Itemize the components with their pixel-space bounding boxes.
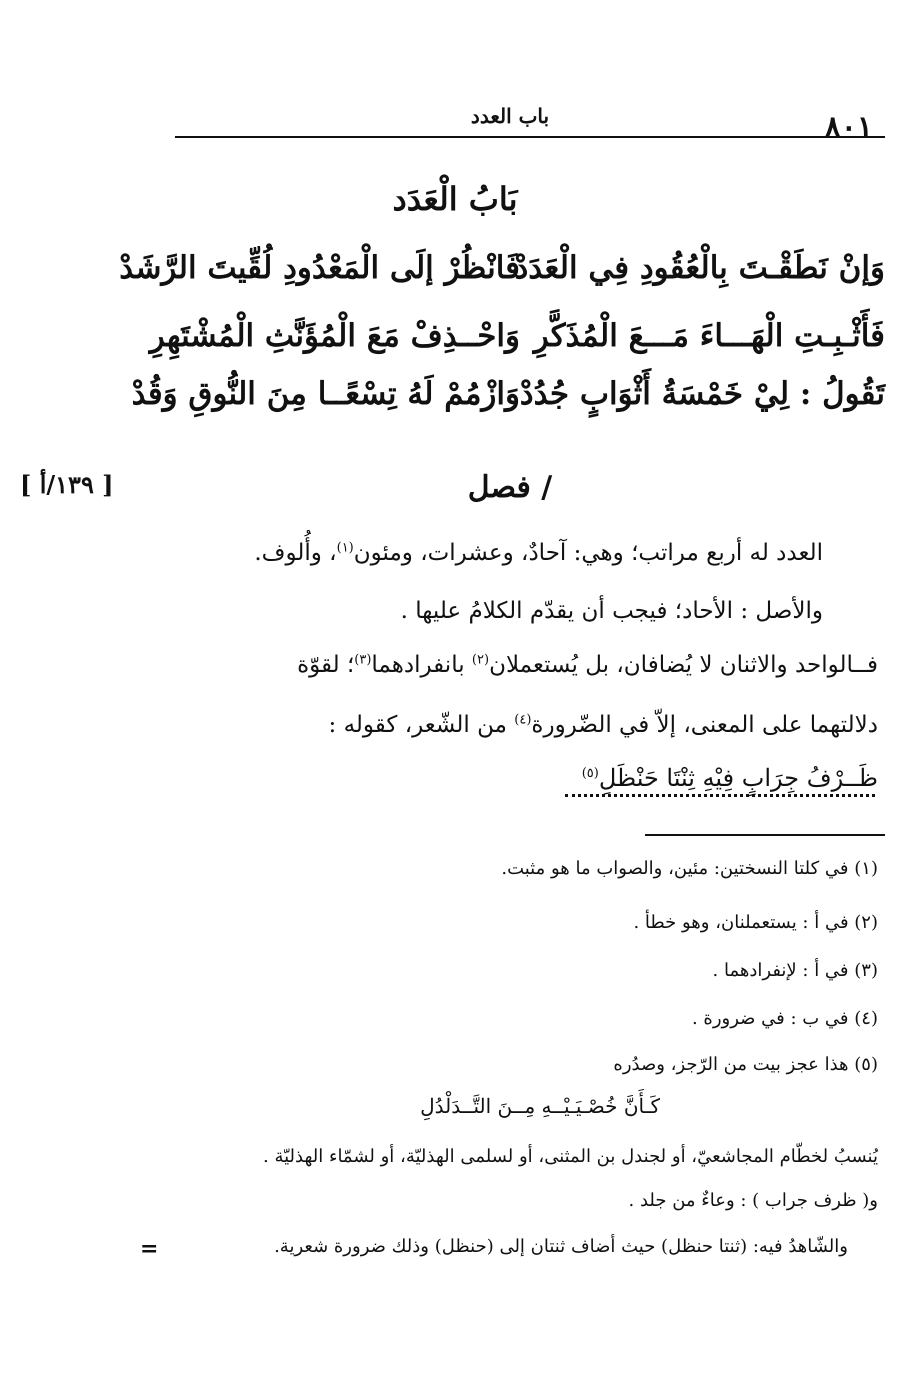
footnote-ref: (٥)	[581, 766, 599, 781]
section-heading: / فصل	[467, 470, 553, 505]
footnote-gloss: و( ظرف جراب ) : وعاءٌ من جلد .	[628, 1190, 878, 1211]
paragraph-text: بانفرادهما	[371, 652, 472, 678]
chapter-heading-text: بَابُ الْعَدَد	[392, 180, 518, 218]
footnote: (٤) في ب : في ضرورة .	[691, 1008, 878, 1029]
paragraph-text: دلالتهما على المعنى، إلاّ في الضّرورة	[531, 712, 878, 738]
footnote-attribution: يُنسبُ لخطّام المجاشعيّ، أو لجندل بن المثنى، أو لسلمى الهذليّة، أو لشمّاء الهذليّة .	[263, 1146, 878, 1167]
verse-row	[131, 376, 885, 432]
body-paragraph	[178, 652, 878, 678]
quoted-verse-text: ظَــرْفُ جِرَابٍ فِيْهِ ثِنْتَا حَنْظَلِ	[598, 764, 878, 792]
footnote: (١) في كلتا النسختين: مئين، والصواب ما هو مثبت.	[501, 858, 878, 879]
footnote-ref: (٣)	[354, 652, 372, 668]
verse-first-hemistich: وَإنْ نَطَقْـتَ بِالْعُقُودِ فِي الْعَدَدْ	[514, 250, 885, 286]
verse-second-hemistich: وَاحْــذِفْ مَعَ الْمُؤَنَّثِ الْمُشْتَهِرِ	[149, 318, 520, 354]
page-number: ٨٠١	[824, 110, 873, 145]
body-paragraph	[123, 540, 823, 566]
verse-second-hemistich: فَانْظُرْ إلَى الْمَعْدُودِ لُقِّيتَ الرَّشَدْ	[119, 250, 520, 286]
footnote-ref: (١)	[336, 540, 354, 556]
paragraph-text: من الشّعر، كقوله :	[328, 712, 515, 738]
verse-first-hemistich: تَقُولُ : لِيْ خَمْسَةُ أَثْوَابٍ جُدُدْ	[519, 376, 885, 412]
footnote-ref: (٢)	[471, 652, 490, 668]
verse-second-hemistich: وَازْمُمْ لَهُ تِسْعًــا مِنَ النُّوقِ وَقُدْ	[131, 376, 520, 412]
header-rule	[175, 136, 885, 138]
chapter-heading	[0, 180, 908, 218]
body-paragraph: والأصل : الأحاد؛ فيجب أن يقدّم الكلامُ عليها .	[400, 598, 823, 624]
footnote-evidence: والشّاهدُ فيه: (ثنتا حنظل) حيث أضاف ثنتان إلى (حنظل) وذلك ضرورة شعرية.	[274, 1236, 848, 1257]
verse-first-hemistich: فَأَثْـبِـتِ الْهَـــاءَ مَـــعَ الْمُذَكَّرِ	[533, 318, 885, 354]
footnote: (٢) في أ : يستعملنان، وهو خطأ .	[633, 912, 878, 933]
footnote-verse: كَـأَنَّ خُصْـيَـيْــهِ مِــنَ التَّــدَلْدُلِ	[420, 1094, 660, 1118]
manuscript-reference: [ ١٣٩/أ ]	[20, 470, 114, 499]
running-title: باب العدد	[470, 104, 550, 128]
footnote: (٥) هذا عجز بيت من الرّجز، وصدُره	[613, 1054, 878, 1075]
footnote: (٣) في أ : لإنفرادهما .	[712, 960, 878, 981]
verse-row	[119, 250, 885, 306]
paragraph-text: العدد له أربع مراتب؛ وهي: آحادٌ، وعشرات، ومئون	[353, 540, 823, 566]
paragraph-text: ، وأُلوف.	[254, 540, 337, 566]
paragraph-text: فــالواحد والاثنان لا يُضافان، بل يُستعملان	[489, 652, 878, 678]
continuation-mark: =	[140, 1236, 159, 1262]
footnote-rule	[645, 834, 885, 836]
body-paragraph	[178, 712, 878, 738]
footnote-ref: (٤)	[514, 712, 532, 728]
dotted-placeholder-line	[565, 772, 875, 797]
verse-row	[149, 318, 885, 374]
paragraph-text: ؛ لقوّة	[297, 652, 355, 678]
